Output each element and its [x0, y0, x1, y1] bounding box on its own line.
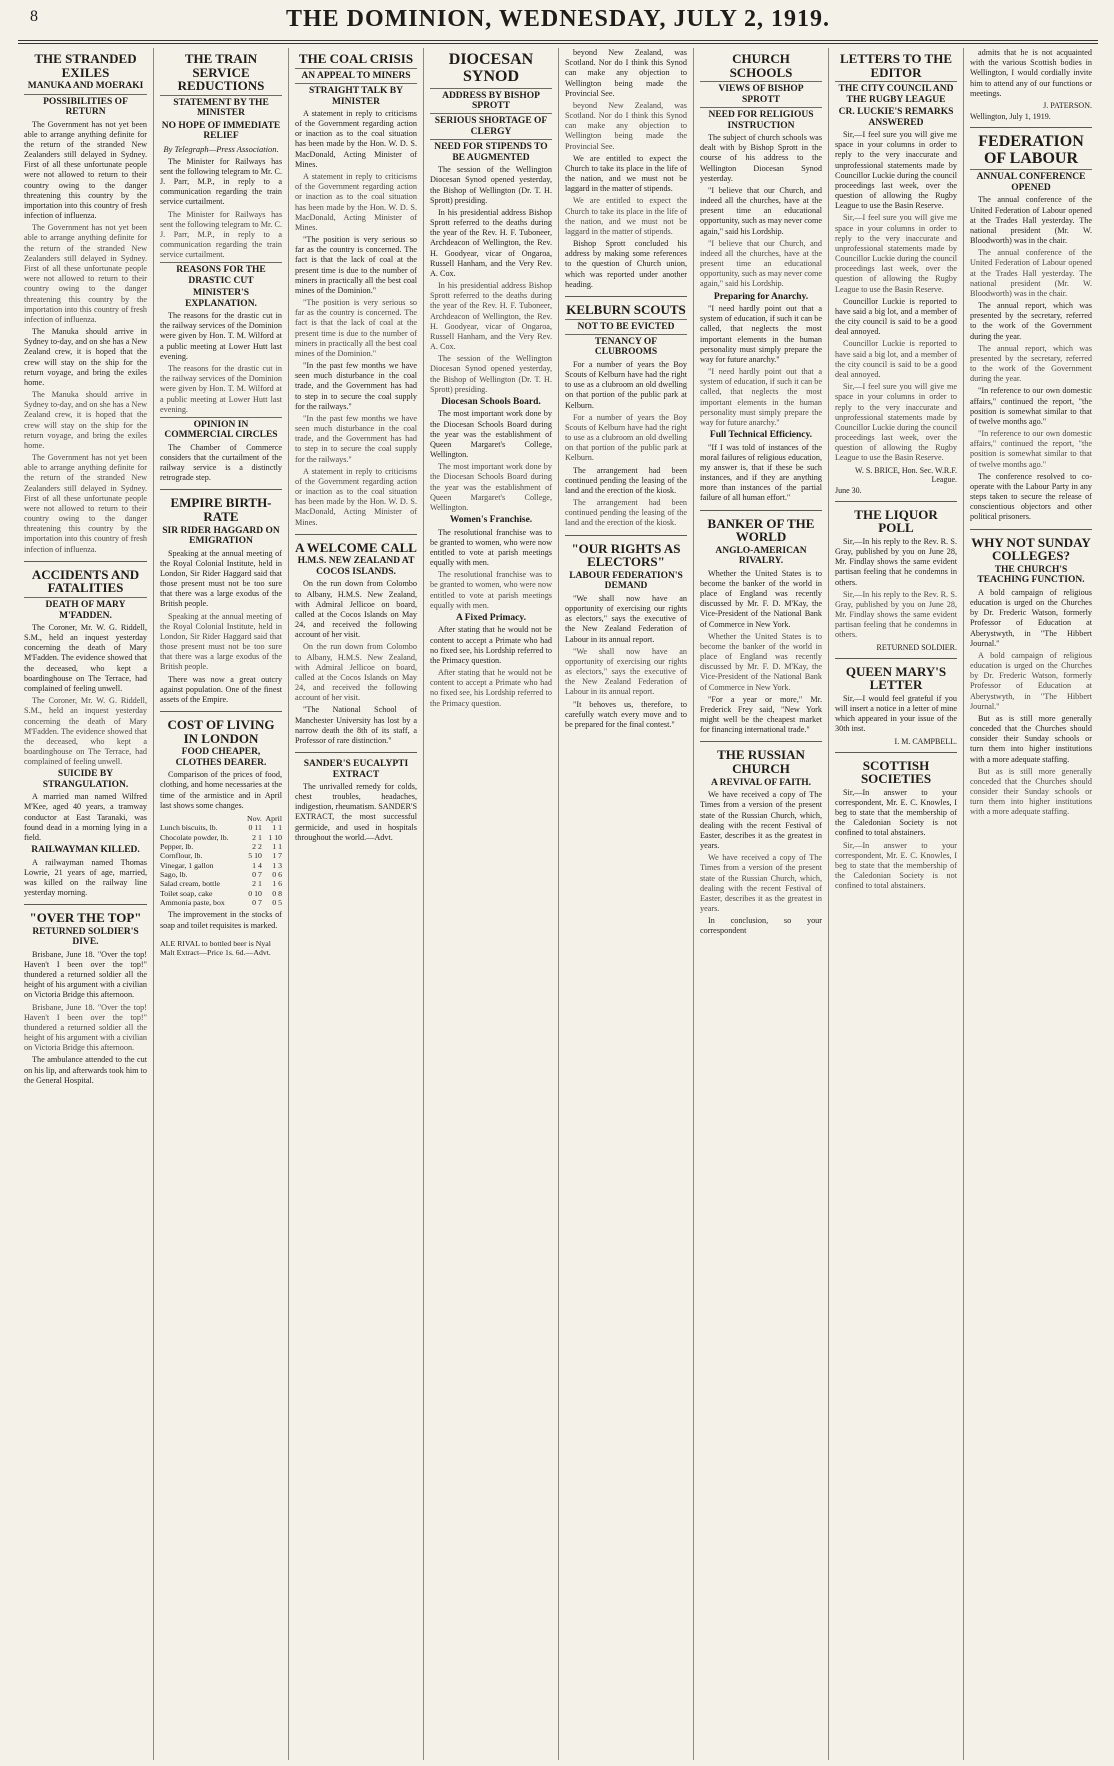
paragraph: Sir,—In answer to your correspondent, Mr. E. C. Knowles, I beg to state that the membership of the Caledonian Society is not confined to total abstainers. [835, 787, 957, 838]
table-cell: 0 10 [248, 888, 262, 898]
paragraph: The improvement in the stocks of soap and toilet requisites is marked. [160, 910, 282, 930]
subheading: FOOD CHEAPER, CLOTHES DEARER. [175, 747, 267, 768]
paragraph: "In reference to our own domestic affairs," continued the report, "the position is somewhat similar to that of twelve months ago." [970, 429, 1092, 469]
subheading: SUICIDE BY STRANGULATION. [42, 769, 129, 790]
table-cell: 2 1 [252, 879, 262, 889]
subheading: A Fixed Primacy. [456, 612, 526, 623]
column-8 [963, 48, 1098, 1760]
table-cell: 1 10 [268, 832, 282, 842]
paragraph: Whether the United States is to become the banker of the world in place of England was recently discussed by Mr. F. D. M'Kay, the Vice-President of the National Bank of Commerce in New York. [700, 568, 822, 629]
table-cell: 0 8 [272, 888, 282, 898]
paragraph: The session of the Wellington Diocesan Synod opened yesterday, the Bishop of Wellington (Dr. T. H. Sprott) presiding. [430, 354, 552, 394]
paragraph: Sir,—I feel sure you will give me space in your columns in order to reply to the very inaccurate and unprofessional statements made by Councillor Luckie during the council proceedings last week, over the question of allowing the Rugby League to use the Basin Reserve. [835, 213, 957, 294]
article-accidents [24, 568, 147, 898]
article-coal-crisis [295, 52, 417, 528]
paragraph: On the run down from Colombo to Albany, H.M.S. New Zealand, with Admiral Jellicoe on board, called at the Cocos Islands on May 24, and received the following account of her visit. [295, 579, 417, 640]
table-cell: 1 4 [252, 860, 262, 870]
subheading: THE CHURCH'S TEACHING FUNCTION. [977, 564, 1085, 586]
subheading: STATEMENT BY THE MINISTER [160, 95, 282, 119]
paragraph: "In reference to our own domestic affairs," continued the report, "the position is somewhat similar to that of twelve months ago." [970, 386, 1092, 426]
paragraph: The Manuka should arrive in Sydney to-day, and on she has a New Zealand crew, it is hoped that the crew will stay on the ship for the return voyage, and bring the exiles home. [24, 327, 147, 387]
letter-date: June 30. [835, 485, 862, 495]
paragraph: "For a year or more," Mr. Frederick Frey said, "New York might well be the cheapest market for financing international trade." [700, 694, 822, 735]
table-row [160, 898, 282, 907]
subheading: VIEWS OF BISHOP SPROTT [700, 81, 822, 105]
paragraph: "If I was told of instances of the moral failures of religious education, my answer is, that if these be such instances, and if they are anything more than instances of the partial failure of all human effort." [700, 442, 822, 503]
paragraph: The most important work done by the Diocesan Schools Board during the year was the establishment of Queen Margaret's College, Wellington. [430, 462, 552, 512]
paragraph: "I need hardly point out that a system of education, if such it can be called, that neglects the most important elements in the human personality must simply prepare the way for future anarchy." [700, 367, 822, 427]
subheading: ANGLO-AMERICAN RIVALRY. [715, 545, 807, 567]
paragraph: The Manuka should arrive in Sydney to-day, and on she has a New Zealand crew, it is hoped that the crew will stay on the ship for the return voyage, and bring the exiles home. [24, 390, 147, 450]
paragraph: Comparison of the prices of food, clothing, and home necessaries at the time of the armistice and in April last shows some changes. [160, 770, 282, 810]
byline: By Telegraph—Press Association. [163, 143, 279, 154]
article-welcome-call [295, 541, 417, 746]
column-divider [835, 752, 957, 753]
headline: "OUR RIGHTS AS ELECTORS" [571, 540, 681, 570]
subheading: RETURNED SOLDIER'S DIVE. [32, 926, 139, 948]
paragraph: In conclusion, so your correspondent [700, 916, 822, 936]
paragraph: The reasons for the drastic cut in the railway services of the Dominion were given by Hon. T. M. Wilford at a public meeting at Lower Hutt last evening. [160, 364, 282, 414]
subheading: Diocesan Schools Board. [441, 397, 541, 407]
paragraph: The annual report, which was presented by the secretary, referred to the work of the Government during the year. [970, 301, 1092, 341]
advertisement-heading: SANDER'S EUCALYPTI EXTRACT [303, 759, 409, 780]
column-7 [828, 48, 963, 1760]
column-2 [153, 48, 288, 1760]
subheading: RAILWAYMAN KILLED. [31, 845, 140, 856]
table-row [160, 861, 282, 870]
table-cell: Ammonia paste, box [160, 898, 225, 908]
column-divider [700, 741, 822, 742]
paragraph: The conference resolved to co-operate with the Labour Party in any steps taken to secure the release of conscientious objectors and other political prisoners. [970, 471, 1092, 522]
article-diocesan-synod [430, 52, 552, 709]
signature: I. M. CAMPBELL. [894, 736, 957, 746]
headline: DIOCESAN SYNOD [448, 51, 534, 85]
paragraph: The subject of church schools was dealt with by Bishop Sprott in the course of his address to the Wellington Diocesan Synod yesterday. [700, 133, 822, 183]
table-row [160, 842, 282, 851]
table-cell: 1 1 [272, 823, 282, 833]
column-divider [565, 296, 687, 297]
table-cell: Sago, lb. [160, 870, 188, 880]
subheading: ADDRESS BY BISHOP SPROTT [430, 88, 552, 112]
headline: COST OF LIVING IN LONDON [167, 717, 275, 746]
paragraph: Brisbane, June 18. "Over the top! Haven't I been over the top!" thundered a returned soldier all the height of his argument with a civilian on Victoria Bridge this afternoon. [24, 949, 147, 1000]
table-row [160, 889, 282, 898]
article-sanders-extract [295, 759, 417, 843]
headline: KELBURN SCOUTS [566, 301, 686, 317]
paragraph: The resolutional franchise was to be granted to women, who were now entitled to vote at parish meetings equally with men. [430, 570, 552, 610]
paragraph: A bold campaign of religious education is urged on the Churches by Dr. Frederic Watson, formerly Professor of Education at Aberystwyth, in "The Hibbert Journal." [970, 650, 1092, 711]
column-divider [700, 510, 822, 511]
table-cell: 0 6 [272, 870, 282, 880]
table-header-row [160, 814, 282, 823]
price-table [160, 814, 282, 907]
subheading: Preparing for Anarchy. [713, 291, 809, 302]
article-stranded-exiles [24, 52, 147, 555]
column-3 [288, 48, 423, 1760]
advertisement: ALE RIVAL to bottled beer is Nyal Malt Extract—Price 1s. 6d.—Advt. [160, 938, 271, 957]
subheading: MINISTER'S EXPLANATION. [185, 288, 257, 309]
paragraph: A statement in reply to criticisms of the Government regarding action or inaction as to the coal situation has been made by the Hon. W. D. S. MacDonald, Acting Minister of Mines. [295, 171, 417, 232]
table-cell: Chocolate powder, lb. [160, 832, 229, 842]
table-row [160, 879, 282, 888]
paragraph: admits that he is not acquainted with the various Scottish bodies in Wellington, I would cordially invite him to attend any of our functions or meetings. [970, 48, 1092, 98]
table-cell: 1 1 [272, 842, 282, 852]
subheading: REASONS FOR THE DRASTIC CUT [160, 262, 282, 286]
paragraph: "It behoves us, therefore, to carefully watch every move and to be prepared for the final contest." [565, 699, 687, 729]
column-5 [558, 48, 693, 1760]
paragraph: "We shall now have an opportunity of exercising our rights as electors," says the executive of the New Zealand Federation of Labour in its annual report. [565, 646, 687, 697]
article-church-schools [700, 52, 822, 504]
paragraph: In his presidential address Bishop Sprott referred to the deaths during the year of the Rev. H. F. Tuboneer, Archdeacon of Wellington, the Rev. H. Goodyear, vicar of Ongaroa, Russell Hanham, and the Very Rev. A. Cox. [430, 281, 552, 352]
column-divider [160, 711, 282, 712]
headline: SCOTTISH SOCIETIES [860, 757, 932, 787]
article-kelburn-scouts [565, 303, 687, 529]
article-queen-marys-letter [835, 665, 957, 746]
paragraph: The Coroner, Mr. W. G. Riddell, S.M., held an inquest yesterday concerning the death of Mary M'Fadden. The evidence showed that the deceased, who kept a boardinghouse on The Terrace, had complained of feeling unwell. [24, 622, 147, 693]
paragraph: Sir,—I would feel grateful if you will insert a notice in a letter of mine which appeared in your issue of the 30th inst. [835, 693, 957, 734]
subheading: NOT TO BE EVICTED [565, 319, 687, 332]
paragraph: In his presidential address Bishop Sprott referred to the deaths during the year of the Rev. H. F. Tuboneer, Archdeacon of Wellington, the Rev. H. Goodyear, vicar of Ongaroa, Russell Hanham, and the Very Rev. A. Cox. [430, 207, 552, 278]
subheading: Full Technical Efficiency. [709, 430, 813, 441]
paragraph: The ambulance attended to the cut on his lip, and afterwards took him to the General Hospital. [24, 1055, 147, 1085]
paragraph: A statement in reply to criticisms of the Government regarding action or inaction as to the coal situation has been made by the Hon. W. D. S. MacDonald, Acting Minister of Mines. [295, 466, 417, 527]
table-row [160, 833, 282, 842]
paragraph: We are entitled to expect the Church to take its place in the life of the nation, and we must not be laggard in the matter of stipends. [565, 196, 687, 236]
column-divider [24, 904, 147, 905]
headline: THE RUSSIAN CHURCH [717, 747, 805, 777]
paragraph: The annual conference of the United Federation of Labour opened at the Trades Hall yesterday. The national president (Mr. W. Bloodworth) was in the chair. [970, 195, 1092, 246]
article-empire-birth-rate [160, 496, 282, 705]
column-divider [835, 658, 957, 659]
table-cell: 2 1 [252, 832, 262, 842]
signature: W. S. BRICE, Hon. Sec. W.R.F. League. [855, 465, 957, 484]
headline: EMPIRE BIRTH-RATE [170, 495, 272, 525]
subheading: STRAIGHT TALK BY MINISTER [295, 83, 417, 107]
table-cell: 1 3 [272, 860, 282, 870]
article-synod-continued [565, 48, 687, 290]
article-sunday-colleges [970, 536, 1092, 818]
table-cell: 0 11 [248, 823, 262, 833]
column-divider [835, 501, 957, 502]
column-divider [295, 752, 417, 753]
table-cell: 1 6 [272, 879, 282, 889]
paragraph: Bishop Sprott concluded his address by making some references to the question of Church union, which was reported under another heading. [565, 239, 687, 289]
subheading: A REVIVAL OF FAITH. [710, 777, 812, 788]
headline: LETTERS TO THE EDITOR [839, 51, 952, 80]
table-cell: Toilet soap, cake [160, 888, 213, 898]
article-train-service [160, 52, 282, 483]
paragraph: The Government has not yet been able to arrange anything definite for the return of the stranded New Zealanders still delayed in Sydney. First of all these unfortunate people were not allowed to return to their country owing to the danger threatening this country by the importation into this country of fresh infection of influenza. [24, 119, 147, 221]
table-row [160, 870, 282, 879]
column-1 [18, 48, 153, 1760]
paragraph: "I believe that our Church, and indeed all the churches, have at the present time an educational opportunity, such as may never come again," said his Lordship. [700, 185, 822, 236]
column-divider [970, 529, 1092, 530]
advertisement-text: The unrivalled remedy for colds, chest troubles, headaches, indigestion, rheumatism. SANDER'S EXTRACT, the most successful germicide, and used in hospitals throughout the world.—Advt. [295, 781, 418, 842]
signature: J. PATERSON. [1043, 100, 1092, 110]
article-liquor-poll [835, 508, 957, 652]
column-divider [970, 127, 1092, 128]
masthead-rule [18, 40, 1098, 41]
column-divider [565, 535, 687, 536]
headline: A WELCOME CALL [295, 539, 417, 555]
subheading: NEED FOR RELIGIOUS INSTRUCTION [700, 107, 822, 131]
headline: THE STRANDED EXILES [34, 51, 137, 80]
subheading: ANNUAL CONFERENCE OPENED [970, 169, 1092, 193]
paragraph: The Minister for Railways has sent the following telegram to Mr. C. J. Parr, M.P., in reply to a communication regarding the train service curtailment. [160, 209, 282, 260]
article-letter-continued [970, 48, 1092, 121]
paragraph: The Government has not yet been able to arrange anything definite for the return of the stranded New Zealanders still delayed in Sydney. First of all these unfortunate people were not allowed to return to their country owing to the danger threatening this country by the importation into this country of fresh infection of influenza. [24, 453, 147, 554]
table-cell: 2 2 [252, 842, 262, 852]
page-number: 8 [30, 8, 38, 25]
paragraph: There was now a great outcry against population. One of the finest assets of the Empire. [160, 674, 282, 704]
paragraph: A railwayman named Thomas Lowrie, 21 years of age, married, was killed on the railway line yesterday morning. [24, 857, 147, 898]
headline: QUEEN MARY'S LETTER [845, 663, 947, 693]
paragraph: The annual report, which was presented by the secretary, referred to the work of the Government during the year. [970, 343, 1092, 384]
paragraph: Sir,—In answer to your correspondent, Mr. E. C. Knowles, I beg to state that the membership of the Caledonian Society is not confined to total abstainers. [835, 840, 957, 891]
paragraph: Speaking at the annual meeting of the Royal Colonial Institute, held in London, Sir Rider Haggard said that those present must not be too sure that there was a large exodus of the British people. [160, 611, 282, 672]
paragraph: Speaking at the annual meeting of the Royal Colonial Institute, held in London, Sir Rider Haggard said that those present must not be too sure that there was a large exodus of the British people. [160, 548, 282, 609]
paragraph: Sir,—In his reply to the Rev. R. S. Gray, published by you on June 28, Mr. Findlay shows the same evident partisan feeling that he condemns in others. [835, 589, 957, 640]
article-cost-of-living [160, 718, 282, 957]
paragraph: beyond New Zealand, was Scotland. Nor do I think this Synod can make any objection to Wellington being made the Provincial See. [565, 100, 687, 151]
masthead-rule-double [18, 43, 1098, 44]
headline: BANKER OF THE WORLD [707, 515, 815, 545]
paragraph: "I need hardly point out that a system of education, if such it can be called, that neglects the most important elements in the human personality must simply prepare the way for future anarchy." [700, 304, 822, 364]
article-russian-church [700, 748, 822, 936]
column-divider [295, 534, 417, 535]
paragraph: "We shall now have an opportunity of exercising our rights as electors," says the executive of the New Zealand Federation of Labour in its annual report. [565, 593, 687, 644]
paragraph: We have received a copy of The Times from a version of the present state of the Russian Church, which, dealing with the recent Festival of Easter, describes it as the greatest in years. [700, 853, 822, 914]
paragraph: A statement in reply to criticisms of the Government regarding action or inaction as to the coal situation has been made by the Hon. W. D. S. MacDonald, Acting Minister of Mines. [295, 108, 417, 169]
column-divider [24, 561, 147, 562]
headline: ACCIDENTS AND FATALITIES [31, 566, 140, 596]
paragraph: "I believe that our Church, and indeed all the churches, have at the present time an educational opportunity, such as may never come again," said his Lordship. [700, 238, 822, 289]
paragraph: The most important work done by the Diocesan Schools Board during the year was the establishment of Queen Margaret's College, Wellington. [430, 409, 552, 460]
subheading: SIR RIDER HAGGARD ON EMIGRATION [162, 525, 280, 547]
paragraph: "In the past few months we have seen much disturbance in the coal trade, and the Government has had to step in to secure the coal supply for the railways." [295, 361, 417, 411]
subheading: MANUKA AND MOERAKI [27, 81, 144, 92]
paragraph: We have received a copy of The Times from a version of the present state of the Russian Church, which, dealing with the recent Festival of Easter, describes it as the greatest in years. [700, 790, 822, 851]
headline: THE LIQUOR POLL [854, 506, 938, 536]
subheading: H.M.S. NEW ZEALAND AT COCOS ISLANDS. [297, 556, 415, 577]
paragraph: The arrangement had been continued pending the leasing of the land and the erection of the kiosk. [565, 465, 687, 495]
paragraph: After stating that he would not be content to accept a Primate who had no fixed see, his Lordship referred to the Primacy question. [430, 668, 552, 708]
paragraph: The annual conference of the United Federation of Labour opened at the Trades Hall yesterday. The national president (Mr. W. Bloodworth) was in the chair. [970, 248, 1092, 298]
paragraph: The arrangement had been continued pending the leasing of the land and the erection of the kiosk. [565, 498, 687, 528]
article-letters-editor [835, 52, 957, 495]
subheading: TENANCY OF CLUBROOMS [565, 334, 687, 358]
column-divider [160, 489, 282, 490]
masthead [18, 2, 1098, 42]
paragraph: Sir,—I feel sure you will give me space in your columns in order to reply to the very inaccurate and unprofessional statements made by Councillor Luckie during the council proceedings last week, over the question of allowing the Rugby League to use the Basin Reserve. [835, 382, 957, 463]
table-cell: 0 5 [272, 898, 282, 908]
subheading: POSSIBILITIES OF RETURN [24, 94, 147, 118]
paragraph: Brisbane, June 18. "Over the top! Haven't I been over the top!" thundered a returned soldier all the height of his argument with a civilian on Victoria Bridge this afternoon. [24, 1002, 147, 1053]
paragraph: A bold campaign of religious education is urged on the Churches by Dr. Frederic Watson, formerly Professor of Education at Aberystwyth, in "The Hibbert Journal." [970, 587, 1092, 648]
paragraph: "The position is very serious so far as the country is concerned. The fact is that the lack of coal at the present time is due to the number of miners in practically all the best coal mines of the Dominion." [295, 235, 417, 295]
paragraph: "The National School of Manchester University has lost by a narrow death the 8th of its staff, a Professor of rare distinction." [295, 705, 417, 745]
table-cell: 1 7 [272, 851, 282, 861]
subheading: THE CITY COUNCIL AND THE RUGBY LEAGUE [835, 81, 957, 105]
headline: "OVER THE TOP" [29, 910, 142, 926]
paragraph: But as is still more generally conceded that the Churches should consider their Sunday schools or turn them into higher institutions with a more adequate staffing. [970, 713, 1092, 764]
table-cell: 0 7 [252, 898, 262, 908]
headline: CHURCH SCHOOLS [729, 51, 793, 80]
article-federation-of-labour [970, 134, 1092, 523]
table-row [160, 823, 282, 832]
paragraph: "In the past few months we have seen much disturbance in the coal trade, and the Government has had to step in to secure the coal supply for the railways." [295, 413, 417, 464]
table-cell: Pepper, lb. [160, 842, 194, 852]
column-4 [423, 48, 558, 1760]
table-cell: 0 7 [252, 870, 262, 880]
paragraph: We are entitled to expect the Church to take its place in the life of the nation, and we must not be laggard in the matter of stipends. [565, 153, 687, 194]
table-cell: Vinegar, 1 gallon [160, 860, 214, 870]
paragraph: The Chamber of Commerce considers that the curtailment of the railway service is a distinctly retrograde step. [160, 442, 282, 483]
subheading: OPINION IN COMMERCIAL CIRCLES [160, 417, 282, 441]
table-header: Nov. [247, 814, 262, 823]
signature: RETURNED SOLDIER. [876, 642, 957, 652]
table-header: April [265, 814, 282, 823]
table-cell: 5 10 [248, 851, 262, 861]
table-header [160, 814, 244, 823]
paragraph: The Coroner, Mr. W. G. Riddell, S.M., held an inquest yesterday concerning the death of Mary M'Fadden. The evidence showed that the deceased, who kept a boardinghouse on The Terrace, had complained of feeling unwell. [24, 696, 147, 767]
subheading: DEATH OF MARY M'FADDEN. [24, 597, 147, 621]
paragraph: For a number of years the Boy Scouts of Kelburn have had the right to use as a clubroom an old dwelling on that portion of the public park at Kelburn. [565, 412, 687, 463]
paragraph: The reasons for the drastic cut in the railway services of the Dominion were given by Hon. T. M. Wilford at a public meeting at Lower Hutt last evening. [160, 311, 282, 361]
article-over-the-top [24, 911, 147, 1086]
headline: THE COAL CRISIS [298, 51, 414, 66]
headline: THE TRAIN SERVICE REDUCTIONS [177, 51, 265, 94]
table-cell: Salad cream, bottle [160, 879, 220, 889]
paragraph: beyond New Zealand, was Scotland. Nor do I think this Synod can make any objection to Wellington being made the Provincial See. [565, 48, 687, 98]
article-our-rights [565, 542, 687, 730]
table-cell: Cornflour, lb. [160, 851, 203, 861]
paragraph: But as is still more generally conceded that the Churches should consider their Sunday schools or turn them into higher institutions with a more adequate staffing. [970, 766, 1092, 817]
subheading: LABOUR FEDERATION'S DEMAND [569, 570, 683, 592]
paragraph: The Government has not yet been able to arrange anything definite for the return of the stranded New Zealanders still delayed in Sydney. First of all these unfortunate people were not allowed to return to their country owing to the danger threatening this country by the importation into this country of fresh infection of influenza. [24, 223, 147, 324]
paragraph: The Minister for Railways has sent the following telegram to Mr. C. J. Parr, M.P., in reply to a communication regarding the train service curtailment. [160, 156, 282, 207]
paragraph: The session of the Wellington Diocesan Synod opened yesterday, the Bishop of Wellington (Dr. T. H. Sprott) presiding. [430, 165, 552, 205]
newspaper-title: THE DOMINION, WEDNESDAY, JULY 2, 1919. [285, 6, 831, 32]
paragraph: After stating that he would not be content to accept a Primate who had no fixed see, his Lordship referred to the Primacy question. [430, 625, 552, 665]
article-banker-of-world [700, 517, 822, 736]
paragraph: Councillor Luckie is reported to have said a big lot, and a member of the city council is said to be a good deal annoyed. [835, 339, 957, 379]
column-grid [18, 48, 1098, 1760]
paragraph: Sir,—In his reply to the Rev. R. S. Gray, published by you on June 28, Mr. Findlay shows the same evident partisan feeling that he condemns in others. [835, 536, 957, 587]
subheading: SERIOUS SHORTAGE OF CLERGY [430, 113, 552, 137]
table-cell: Lunch biscuits, lb. [160, 823, 218, 833]
headline: FEDERATION OF LABOUR [978, 132, 1084, 167]
paragraph: Sir,—I feel sure you will give me space in your columns in order to reply to the very inaccurate and unprofessional statements made by Councillor Luckie during the council proceedings last week, over the question of allowing the Rugby League to use the Basin Reserve. [835, 130, 957, 211]
paragraph: "The position is very serious so far as the country is concerned. The fact is that the lack of coal at the present time is due to the number of miners in practically all the best coal mines of the Dominion." [295, 298, 417, 358]
paragraph: On the run down from Colombo to Albany, H.M.S. New Zealand, with Admiral Jellicoe on board, called at the Cocos Islands on May 24, and received the following account of her visit. [295, 642, 417, 703]
subheading: AN APPEAL TO MINERS [295, 68, 417, 81]
article-scottish-societies [835, 759, 957, 892]
subheading: NO HOPE OF IMMEDIATE RELIEF [161, 120, 281, 142]
paragraph: Councillor Luckie is reported to have said a big lot, and a member of the city council is said to be a good deal annoyed. [835, 296, 957, 337]
headline: WHY NOT SUNDAY COLLEGES? [971, 534, 1091, 564]
paragraph: The resolutional franchise was to be granted to women, who were now entitled to vote at parish meetings equally with men. [430, 527, 552, 568]
paragraph: For a number of years the Boy Scouts of Kelburn have had the right to use as a clubroom an old dwelling on that portion of the public park at Kelburn. [565, 359, 687, 410]
paragraph: Whether the United States is to become the banker of the world in place of England was recently discussed by Mr. F. D. M'Kay, the Vice-President of the National Bank of Commerce in New York. [700, 631, 822, 692]
paragraph: A married man named Wilfred M'Kee, aged 40 years, a tramway conductor at East Taranaki, was found dead in a morning lying in a field. [24, 792, 147, 842]
column-6 [693, 48, 828, 1760]
subheading: Women's Franchise. [449, 515, 533, 526]
subheading: CR. LUCKIE'S REMARKS ANSWERED [838, 107, 954, 128]
table-row [160, 851, 282, 860]
letter-date: Wellington, July 1, 1919. [970, 111, 1051, 121]
subheading: NEED FOR STIPENDS TO BE AUGMENTED [430, 139, 552, 163]
